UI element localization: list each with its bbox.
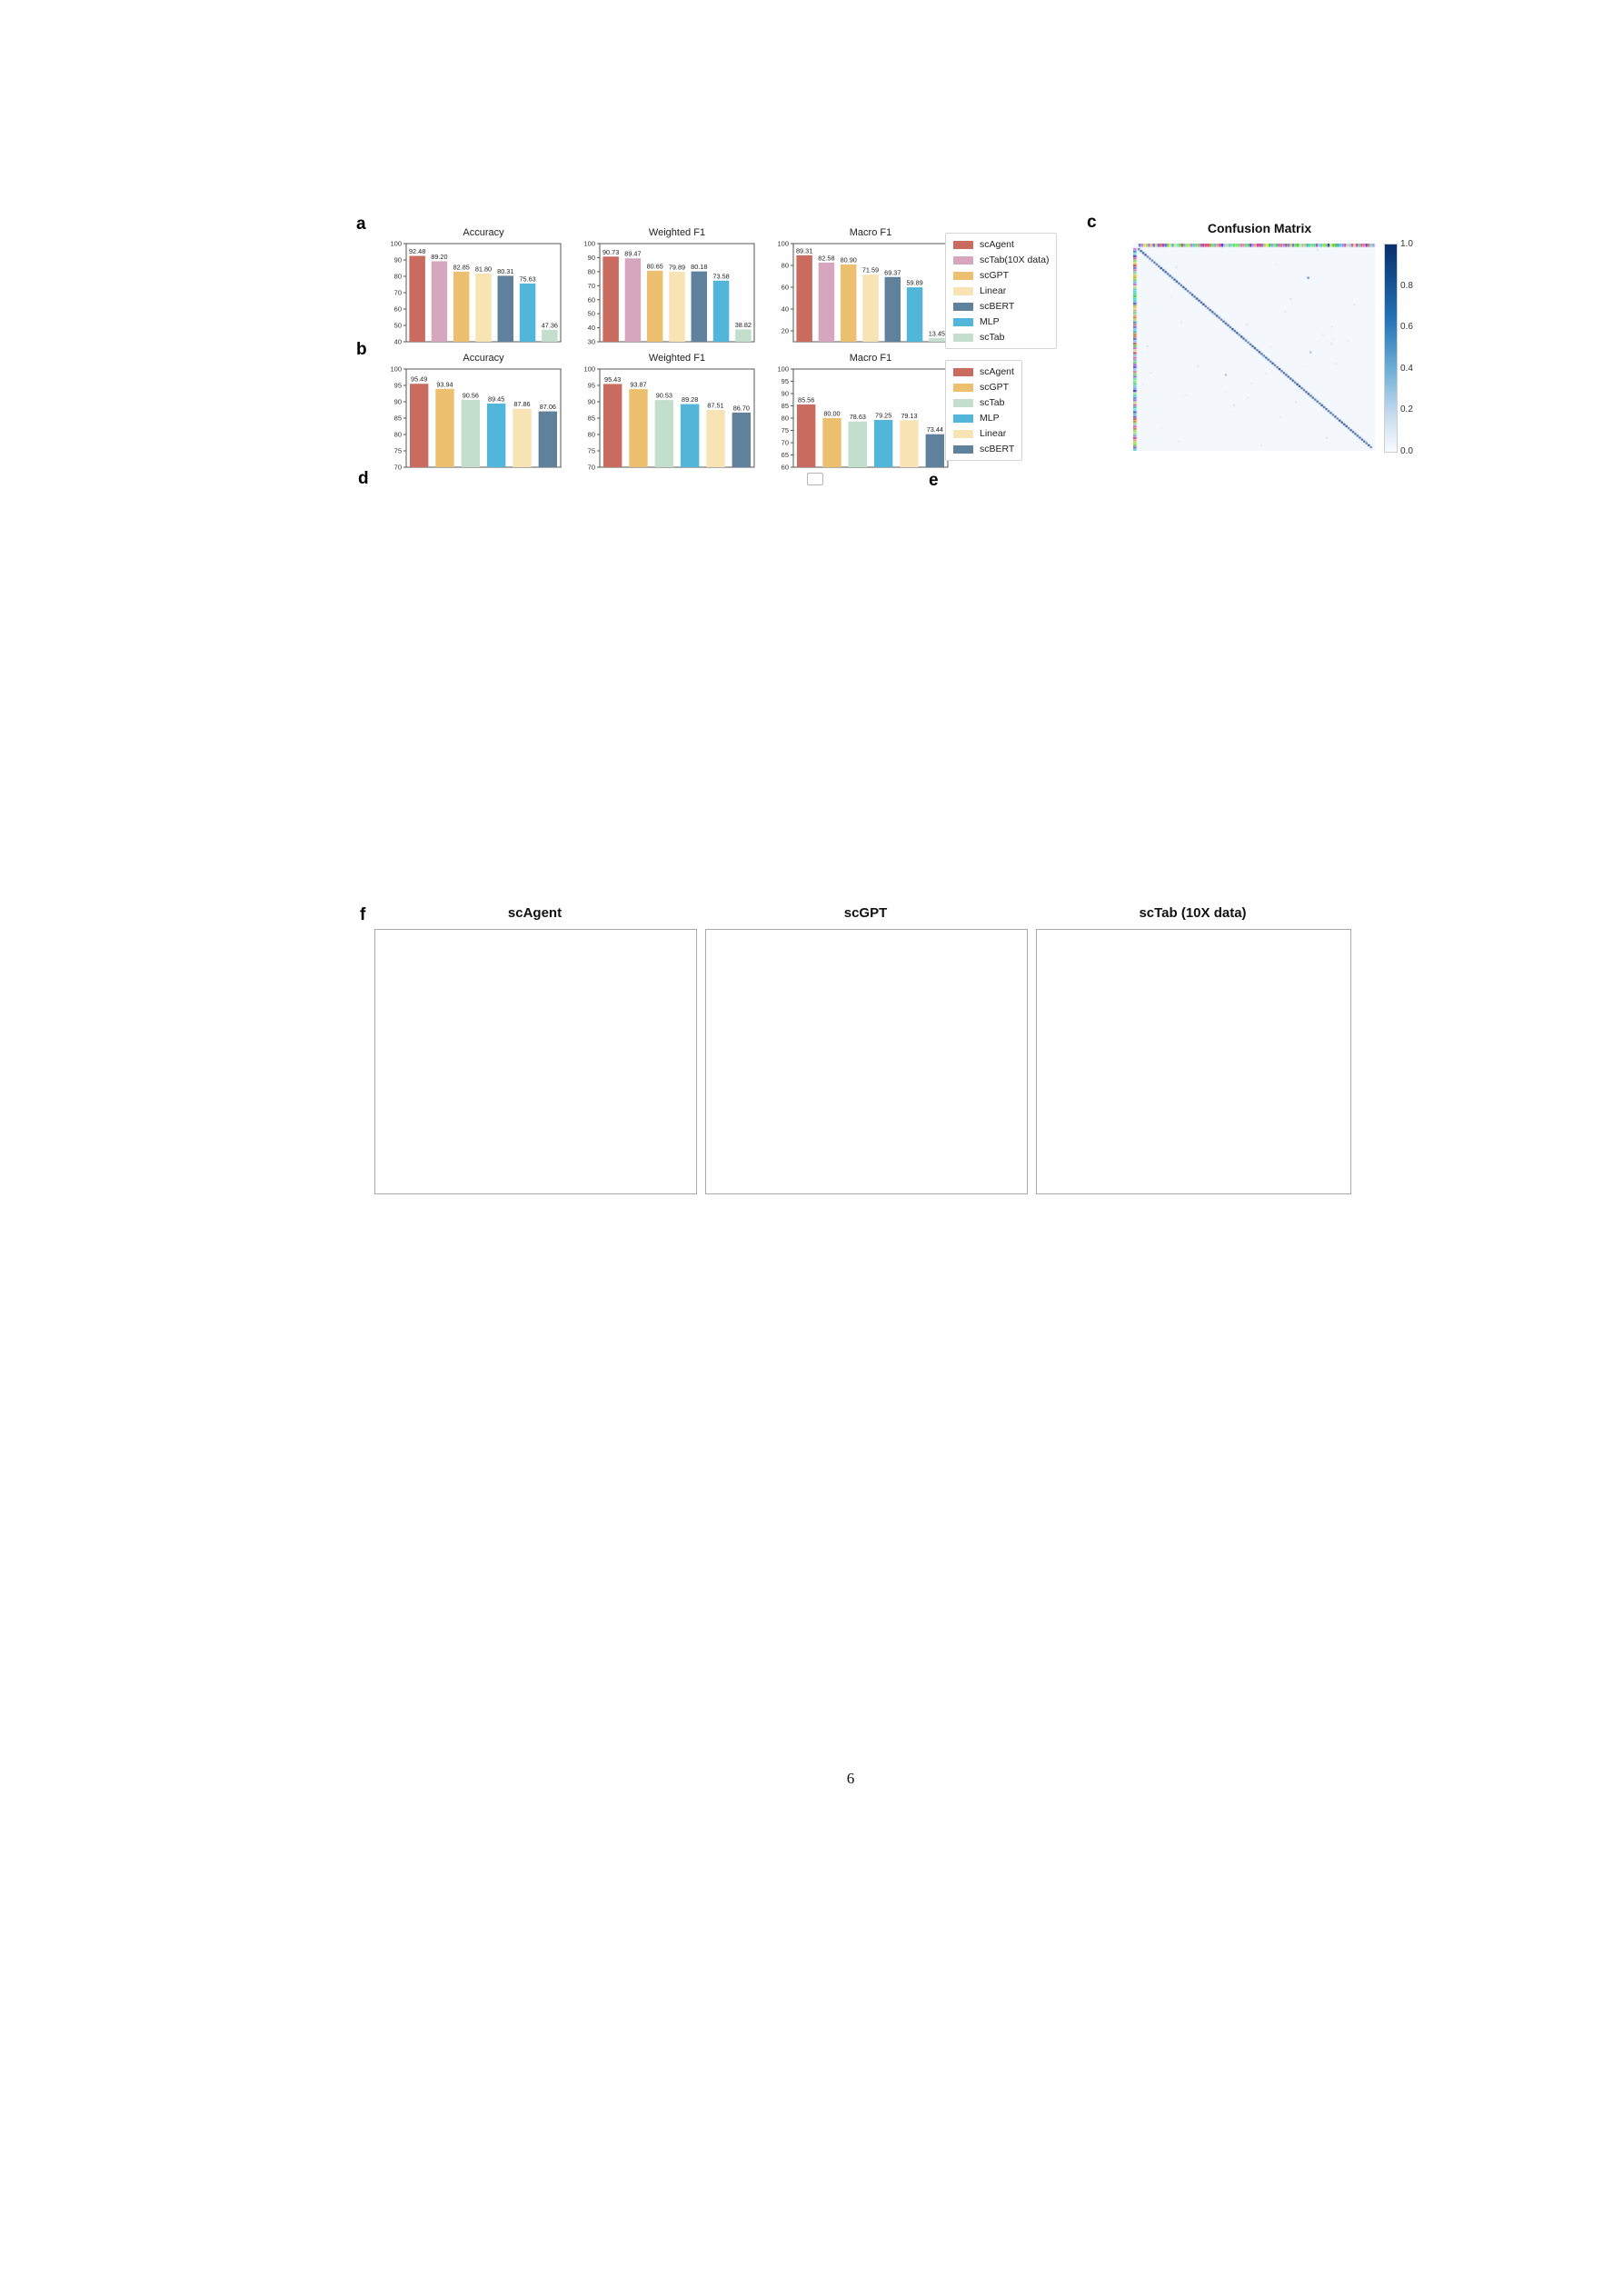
bar-chart-title: Macro F1 xyxy=(849,227,892,238)
bar-chart-title: Macro F1 xyxy=(849,353,892,364)
y-axis-tick: 90 xyxy=(393,397,402,406)
bar-scGPT xyxy=(647,271,662,342)
legend-swatch xyxy=(953,318,973,326)
bar-value-label: 13.45 xyxy=(928,329,945,338)
legend-label: MLP xyxy=(980,413,1000,424)
bar-MLP xyxy=(520,284,535,342)
y-axis-tick: 65 xyxy=(781,451,789,460)
legend-item-scAgent xyxy=(953,366,1014,377)
legend-item-Linear xyxy=(953,285,1049,296)
bar-chart-title: Accuracy xyxy=(463,353,504,364)
bar-value-label: 79.13 xyxy=(901,411,918,420)
legend-swatch xyxy=(953,303,973,311)
legend-label: scGPT xyxy=(980,270,1010,281)
y-axis-tick: 75 xyxy=(587,446,595,455)
bar-Linear xyxy=(513,409,531,467)
legend-swatch xyxy=(953,399,973,407)
legend-label: Linear xyxy=(980,428,1007,439)
panel-b-legend xyxy=(945,360,1022,461)
bar-value-label: 87.86 xyxy=(513,400,531,409)
y-axis-tick: 100 xyxy=(583,364,595,374)
bar-value-label: 73.58 xyxy=(712,272,730,281)
y-axis-tick: 80 xyxy=(393,430,402,439)
y-axis-tick: 100 xyxy=(390,364,402,374)
bar-value-label: 86.70 xyxy=(732,404,750,413)
y-axis-tick: 90 xyxy=(587,254,595,263)
y-axis-tick: 100 xyxy=(583,239,595,248)
legend-swatch xyxy=(953,414,973,423)
y-axis-tick: 80 xyxy=(781,261,789,270)
bar-chart-cg-accuracy xyxy=(382,225,563,350)
bar-value-label: 79.89 xyxy=(668,263,686,272)
y-axis-tick: 70 xyxy=(393,288,402,297)
bar-value-label: 90.73 xyxy=(602,247,620,256)
bar-scTab xyxy=(735,329,751,342)
colorbar-tick: 0.4 xyxy=(1400,363,1413,374)
y-axis-tick: 100 xyxy=(777,239,789,248)
panel-d-legend xyxy=(807,473,823,485)
umap-title-scgpt: scGPT xyxy=(843,905,888,921)
y-axis-tick: 70 xyxy=(393,463,402,472)
y-axis-tick: 40 xyxy=(587,324,595,333)
legend-label: scGPT xyxy=(980,382,1010,393)
bar-MLP xyxy=(907,287,922,342)
bar-chart-ts-weighted-f1 xyxy=(575,351,757,475)
legend-item-Linear xyxy=(953,428,1014,439)
bar-value-label: 87.51 xyxy=(707,401,724,410)
bar-Linear xyxy=(862,275,878,342)
bar-value-label: 85.56 xyxy=(798,395,815,404)
y-axis-tick: 40 xyxy=(781,304,789,314)
bar-scGPT xyxy=(822,418,841,467)
page-number: 6 xyxy=(846,1770,855,1787)
bar-scAgent xyxy=(410,384,428,467)
bar-value-label: 78.63 xyxy=(849,413,866,422)
y-axis-tick: 60 xyxy=(393,304,402,314)
bar-value-label: 80.90 xyxy=(840,255,857,265)
confusion-colorbar-ticks xyxy=(1400,239,1428,456)
umap-title-scagent: scAgent xyxy=(507,905,563,921)
legend-item-scAgent xyxy=(953,239,1049,250)
bar-scBERT xyxy=(926,434,944,467)
bar-scAgent xyxy=(796,255,812,342)
legend-item-scBERT xyxy=(953,301,1049,312)
y-axis-tick: 80 xyxy=(587,267,595,276)
y-axis-tick: 80 xyxy=(781,414,789,423)
legend-label: scTab xyxy=(980,332,1005,343)
bar-value-label: 80.00 xyxy=(823,409,841,418)
legend-item-scTab(10X data) xyxy=(953,255,1049,265)
legend-item-scBERT xyxy=(953,444,1014,454)
bar-chart-title: Weighted F1 xyxy=(648,353,706,364)
bar-value-label: 82.85 xyxy=(453,263,470,272)
legend-swatch xyxy=(953,287,973,295)
legend-item-scTab xyxy=(953,332,1049,343)
legend-label: MLP xyxy=(980,316,1000,327)
bar-value-label: 89.31 xyxy=(796,246,813,255)
panel-d-label: d xyxy=(358,469,369,488)
legend-item-scGPT xyxy=(953,382,1014,393)
legend-swatch xyxy=(953,368,973,376)
legend-label: Linear xyxy=(980,285,1007,296)
panel-a-legend xyxy=(945,233,1057,349)
bar-chart-title: Accuracy xyxy=(463,227,504,238)
bar-value-label: 95.49 xyxy=(411,374,428,384)
legend-swatch xyxy=(953,256,973,265)
bar-chart-ts-accuracy xyxy=(382,351,563,475)
colorbar-tick: 1.0 xyxy=(1400,239,1413,249)
y-axis-tick: 80 xyxy=(587,430,595,439)
bar-value-label: 82.58 xyxy=(818,254,835,263)
bar-scBERT xyxy=(498,275,513,342)
y-axis-tick: 70 xyxy=(587,463,595,472)
bar-value-label: 87.06 xyxy=(539,403,556,412)
y-axis-tick: 70 xyxy=(587,281,595,290)
bar-scBERT xyxy=(885,277,901,342)
legend-swatch xyxy=(953,272,973,280)
legend-item-scTab xyxy=(953,397,1014,408)
bar-value-label: 71.59 xyxy=(861,265,880,275)
y-axis-tick: 75 xyxy=(393,446,402,455)
colorbar-tick: 0.2 xyxy=(1400,404,1413,415)
panel-f-label: f xyxy=(360,905,366,924)
y-axis-tick: 75 xyxy=(781,426,789,435)
y-axis-tick: 100 xyxy=(777,364,789,374)
bar-value-label: 59.89 xyxy=(906,278,923,287)
bar-scTab(10X data) xyxy=(819,263,834,342)
bar-scAgent xyxy=(602,256,618,342)
bar-value-label: 89.20 xyxy=(431,252,448,261)
y-axis-tick: 90 xyxy=(781,389,789,398)
radar-chart-ts-tissues xyxy=(918,469,1440,903)
y-axis-tick: 85 xyxy=(393,414,402,423)
bar-scGPT xyxy=(435,389,453,467)
bar-chart-cg-macro-f1 xyxy=(769,225,951,350)
y-axis-tick: 100 xyxy=(390,239,402,248)
legend-item-scGPT xyxy=(953,270,1049,281)
bar-value-label: 90.53 xyxy=(655,391,672,400)
umap-title-sctab: scTab (10X data) xyxy=(1139,905,1247,921)
y-axis-tick: 90 xyxy=(393,255,402,265)
confusion-colorbar xyxy=(1384,244,1398,453)
bar-scTab xyxy=(462,400,480,467)
confusion-matrix-title: Confusion Matrix xyxy=(1207,221,1312,235)
legend-swatch xyxy=(953,445,973,454)
panel-c-label: c xyxy=(1087,213,1097,232)
bar-value-label: 89.45 xyxy=(488,394,505,404)
bar-value-label: 69.37 xyxy=(884,268,901,277)
legend-swatch xyxy=(953,334,973,342)
bar-value-label: 93.94 xyxy=(436,380,453,389)
y-axis-tick: 50 xyxy=(393,321,402,330)
legend-swatch xyxy=(953,241,973,249)
panel-e-label: e xyxy=(929,471,939,490)
colorbar-tick: 0.6 xyxy=(1400,322,1413,333)
y-axis-tick: 40 xyxy=(393,337,402,346)
y-axis-tick: 80 xyxy=(393,272,402,281)
radar-chart-cg-tissues xyxy=(353,469,923,903)
bar-scAgent xyxy=(797,404,815,467)
umap-plot-scagent xyxy=(374,929,697,1194)
y-axis-tick: 90 xyxy=(587,397,595,406)
legend-swatch xyxy=(953,430,973,438)
bar-value-label: 47.36 xyxy=(541,321,558,330)
legend-label: scTab xyxy=(980,397,1005,408)
colorbar-tick: 0.8 xyxy=(1400,280,1413,291)
y-axis-tick: 60 xyxy=(587,295,595,304)
umap-plot-scgpt xyxy=(705,929,1028,1194)
bar-Linear xyxy=(706,410,724,467)
panel-a-label: a xyxy=(356,215,366,234)
legend-label: scAgent xyxy=(980,239,1014,250)
legend-label: scBERT xyxy=(980,301,1015,312)
umap-plot-sctab-10x xyxy=(1036,929,1351,1194)
bar-value-label: 92.48 xyxy=(409,247,426,256)
bar-Linear xyxy=(669,272,684,342)
legend-label: scBERT xyxy=(980,444,1015,454)
legend-swatch xyxy=(953,384,973,392)
bar-value-label: 80.18 xyxy=(691,263,708,272)
y-axis-tick: 85 xyxy=(781,402,789,411)
bar-scBERT xyxy=(692,272,707,342)
bar-chart-title: Weighted F1 xyxy=(648,227,706,238)
bar-MLP xyxy=(487,404,505,467)
bar-scBERT xyxy=(539,412,557,467)
bar-chart-cg-weighted-f1 xyxy=(575,225,757,350)
legend-label: scTab(10X data) xyxy=(980,255,1050,265)
bar-value-label: 89.28 xyxy=(682,395,699,404)
bar-scTab(10X data) xyxy=(625,258,641,342)
bar-scGPT xyxy=(453,272,469,342)
bar-scTab(10X data) xyxy=(432,261,447,342)
legend-item-MLP xyxy=(953,316,1049,327)
confusion-matrix-heatmap xyxy=(1133,244,1375,451)
bar-chart-ts-macro-f1 xyxy=(769,351,951,475)
colorbar-tick: 0.0 xyxy=(1400,446,1413,456)
bar-MLP xyxy=(874,420,892,467)
bar-value-label: 90.56 xyxy=(462,391,479,400)
bar-value-label: 89.47 xyxy=(624,249,642,258)
bar-value-label: 81.80 xyxy=(474,265,493,274)
y-axis-tick: 50 xyxy=(587,309,595,318)
bar-scAgent xyxy=(409,256,424,342)
bar-scTab xyxy=(655,400,673,467)
bar-scBERT xyxy=(732,413,751,467)
legend-label: scAgent xyxy=(980,366,1014,377)
y-axis-tick: 95 xyxy=(393,381,402,390)
bar-scGPT xyxy=(629,389,647,467)
bar-scTab xyxy=(542,330,557,342)
y-axis-tick: 60 xyxy=(781,283,789,292)
bar-value-label: 79.25 xyxy=(875,411,892,420)
legend-item-MLP xyxy=(953,413,1014,424)
panel-b-label: b xyxy=(356,340,367,359)
bar-value-label: 38.82 xyxy=(734,320,752,329)
bar-value-label: 80.31 xyxy=(497,266,514,275)
bar-scTab xyxy=(929,338,944,342)
bar-value-label: 95.43 xyxy=(604,374,622,384)
bar-value-label: 75.63 xyxy=(519,275,536,284)
y-axis-tick: 70 xyxy=(781,438,789,447)
y-axis-tick: 20 xyxy=(781,326,789,335)
bar-MLP xyxy=(713,281,729,342)
bar-value-label: 73.44 xyxy=(926,425,943,434)
y-axis-tick: 95 xyxy=(587,381,595,390)
y-axis-tick: 60 xyxy=(781,463,789,472)
y-axis-tick: 95 xyxy=(781,377,789,386)
y-axis-tick: 85 xyxy=(587,414,595,423)
bar-scGPT xyxy=(841,265,856,342)
bar-scTab xyxy=(849,422,867,467)
bar-Linear xyxy=(900,420,918,467)
bar-value-label: 93.87 xyxy=(630,380,647,389)
bar-MLP xyxy=(681,404,699,467)
bar-Linear xyxy=(475,274,491,342)
y-axis-tick: 30 xyxy=(587,337,595,346)
bar-value-label: 80.65 xyxy=(646,262,663,271)
bar-scAgent xyxy=(603,384,622,467)
